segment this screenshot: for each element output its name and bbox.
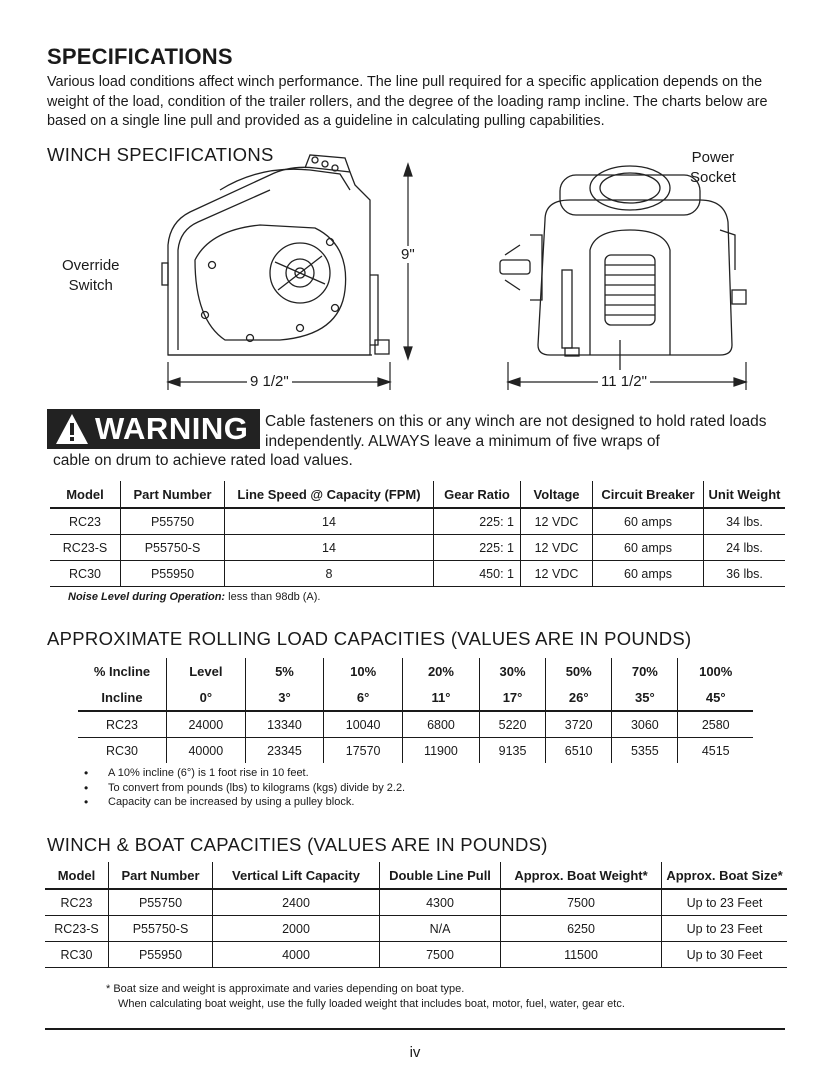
cell: RC30	[45, 942, 109, 968]
cell: 23345	[245, 738, 324, 764]
noise-value: less than 98db (A).	[225, 591, 321, 603]
col-header: 17°	[479, 684, 545, 711]
table-row	[45, 889, 787, 916]
boat-footnote-continued: When calculating boat weight, use the fully loaded weight that includes boat, motor, fuel, water, gear etc.	[118, 998, 625, 1010]
cell: 40000	[167, 738, 246, 764]
rolling-load-table	[78, 658, 753, 763]
cell: P55750-S	[121, 535, 225, 561]
cell: Up to 23 Feet	[662, 916, 788, 942]
cell: 36 lbs.	[704, 561, 786, 587]
cell: 5220	[479, 711, 545, 738]
cell: Up to 23 Feet	[662, 889, 788, 916]
cell: P55950	[121, 561, 225, 587]
cell: 60 amps	[593, 561, 704, 587]
table-row	[45, 916, 787, 942]
col-header: Approx. Boat Size*	[662, 862, 788, 889]
noise-label: Noise Level during Operation:	[68, 591, 226, 603]
page-number: iv	[409, 1044, 421, 1061]
cell: 2000	[213, 916, 380, 942]
cell: 5355	[612, 738, 678, 764]
col-header: Circuit Breaker	[593, 481, 704, 508]
list-item: • A 10% incline (6°) is 1 foot rise in 10 feet.	[84, 767, 405, 782]
cell: RC23-S	[50, 535, 121, 561]
col-header: 20%	[402, 658, 479, 684]
cell: 6510	[546, 738, 612, 764]
cell: 3060	[612, 711, 678, 738]
col-header: 70%	[612, 658, 678, 684]
winch-side-view	[162, 155, 389, 355]
winch-front-view	[500, 166, 746, 370]
col-header: 35°	[612, 684, 678, 711]
cell: 7500	[380, 942, 501, 968]
cell: 12 VDC	[521, 508, 593, 535]
boat-capacity-table	[45, 862, 787, 968]
cell: 60 amps	[593, 535, 704, 561]
table-row	[78, 738, 753, 764]
col-header: Unit Weight	[704, 481, 786, 508]
cell: RC23	[45, 889, 109, 916]
col-header: 10%	[324, 658, 403, 684]
override-switch-label: Override Switch	[62, 257, 120, 294]
cell: RC30	[50, 561, 121, 587]
cell: 11500	[501, 942, 662, 968]
col-header: 100%	[678, 658, 753, 684]
cell: 225: 1	[434, 508, 521, 535]
col-header: 3°	[245, 684, 324, 711]
col-header: Part Number	[121, 481, 225, 508]
cell: 13340	[245, 711, 324, 738]
cell: 2580	[678, 711, 753, 738]
cell: 34 lbs.	[704, 508, 786, 535]
winch-specs-title: WINCH SPECIFICATIONS	[47, 144, 274, 165]
col-header: Vertical Lift Capacity	[213, 862, 380, 889]
col-header: 0°	[167, 684, 246, 711]
col-header: 6°	[324, 684, 403, 711]
col-header: Approx. Boat Weight*	[501, 862, 662, 889]
cell: 6250	[501, 916, 662, 942]
list-item: • To convert from pounds (lbs) to kilograms (kgs) divide by 2.2.	[84, 782, 405, 797]
cell: 450: 1	[434, 561, 521, 587]
table-row	[78, 711, 753, 738]
boat-capacity-title: WINCH & BOAT CAPACITIES (VALUES ARE IN POUNDS)	[47, 834, 548, 855]
cell: 6800	[402, 711, 479, 738]
table-row	[50, 561, 785, 587]
page-heading: SPECIFICATIONS	[47, 44, 233, 69]
cell: 14	[225, 508, 434, 535]
table-row	[50, 535, 785, 561]
cell: 24 lbs.	[704, 535, 786, 561]
col-header: Part Number	[109, 862, 213, 889]
boat-footnote: * Boat size and weight is approximate and varies depending on boat type.	[106, 983, 465, 995]
warning-triangle-icon	[55, 412, 89, 446]
cell: 17570	[324, 738, 403, 764]
footer-divider	[45, 1028, 785, 1030]
col-header: 26°	[546, 684, 612, 711]
col-header: % Incline	[93, 663, 151, 679]
col-header: Voltage	[521, 481, 593, 508]
warning-badge	[47, 409, 260, 449]
col-header: Line Speed @ Capacity (FPM)	[225, 481, 434, 508]
cell: P55950	[109, 942, 213, 968]
intro-paragraph: Various load conditions affect winch performance. The line pull required for a specific application depends on the weight of the load, condition of the trailer rollers, and the degree of the loading ramp incline. The charts below are based on a single line pull and provided as a guideline in calculating pulling capabilities.	[47, 74, 768, 129]
cell: 7500	[501, 889, 662, 916]
col-header: Model	[50, 481, 121, 508]
col-header: Double Line Pull	[380, 862, 501, 889]
col-header: Model	[45, 862, 109, 889]
spec-table	[50, 481, 785, 587]
cell: P55750	[121, 508, 225, 535]
col-header: Incline	[78, 684, 167, 711]
cell: P55750-S	[109, 916, 213, 942]
cell: 4300	[380, 889, 501, 916]
cell: RC30	[106, 743, 138, 758]
cell: 8	[225, 561, 434, 587]
cell: 4515	[678, 738, 753, 764]
col-header: Level	[167, 658, 246, 684]
cell: 12 VDC	[521, 561, 593, 587]
cell: 12 VDC	[521, 535, 593, 561]
power-socket-label: Power Socket	[690, 149, 736, 186]
cell: P55750	[109, 889, 213, 916]
cell: 4000	[213, 942, 380, 968]
noise-note	[68, 591, 320, 603]
cell: 10040	[324, 711, 403, 738]
warning-badge-text: WARNING	[95, 411, 249, 446]
warning-text: Cable fasteners on this or any winch are not designed to hold rated loads independently. ALWAYS leave a minimum of five wraps of	[265, 413, 767, 450]
cell: 11900	[402, 738, 479, 764]
col-header: 45°	[678, 684, 753, 711]
cell: 2400	[213, 889, 380, 916]
front-width-dimension: 11 1/2"	[598, 373, 650, 390]
cell: 9135	[479, 738, 545, 764]
col-header: 5%	[245, 658, 324, 684]
cell: 3720	[546, 711, 612, 738]
cell: 14	[225, 535, 434, 561]
rolling-load-title: APPROXIMATE ROLLING LOAD CAPACITIES (VALUES ARE IN POUNDS)	[47, 628, 692, 649]
cell: 60 amps	[593, 508, 704, 535]
cell: N/A	[380, 916, 501, 942]
rolling-notes-list	[84, 767, 405, 811]
cell: RC23-S	[45, 916, 109, 942]
table-row	[45, 942, 787, 968]
warning-text-continued: cable on drum to achieve rated load values.	[53, 452, 353, 469]
col-header: 30%	[479, 658, 545, 684]
cell: RC23	[50, 508, 121, 535]
col-header: 11°	[402, 684, 479, 711]
side-width-dimension: 9 1/2"	[247, 373, 292, 390]
col-header: Gear Ratio	[434, 481, 521, 508]
list-item: • Capacity can be increased by using a pulley block.	[84, 796, 405, 811]
cell: 24000	[167, 711, 246, 738]
cell: Up to 30 Feet	[662, 942, 788, 968]
cell: 225: 1	[434, 535, 521, 561]
col-header: 50%	[546, 658, 612, 684]
table-row	[50, 508, 785, 535]
winch-diagram	[150, 150, 750, 395]
cell: RC23	[78, 711, 167, 738]
height-dimension: 9"	[398, 246, 418, 263]
